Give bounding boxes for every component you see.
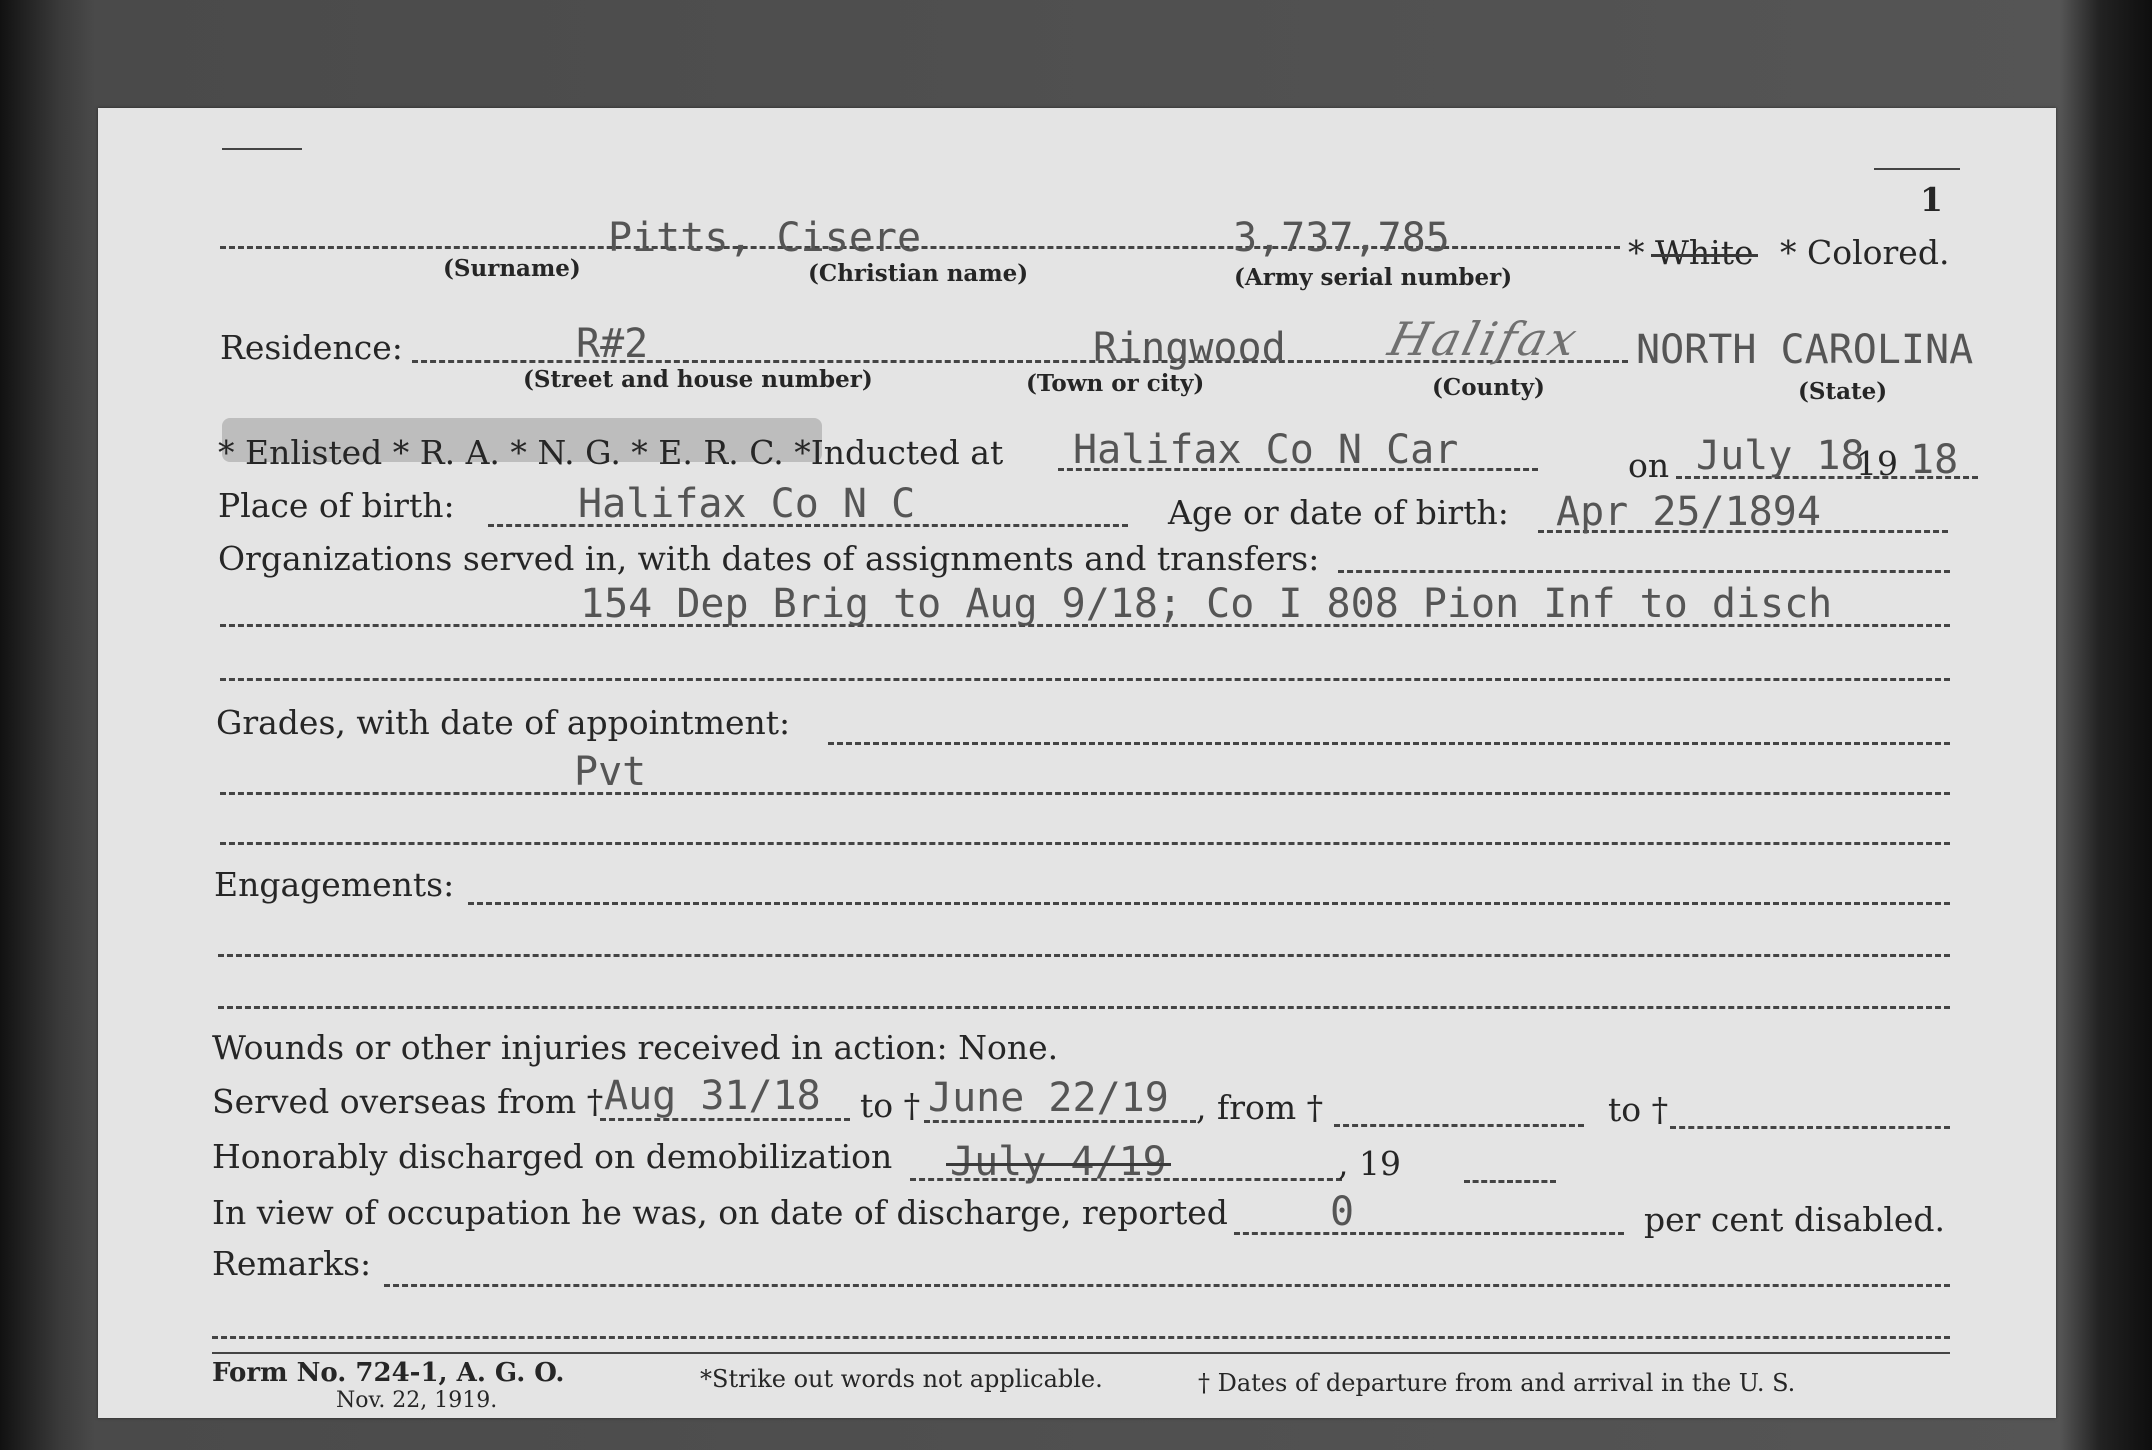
caption-county: (County) [1432, 374, 1545, 401]
engagements-line-1 [468, 902, 1950, 905]
grades-line-2 [220, 792, 1950, 795]
discharge-year-line [1464, 1180, 1556, 1183]
engagements-label: Engagements: [214, 865, 455, 904]
overseas-to-2-line [1670, 1126, 1950, 1129]
engagements-line-3 [218, 1006, 1950, 1009]
state-value: NORTH CAROLINA [1636, 327, 1974, 373]
overseas-label: Served overseas from † [212, 1082, 604, 1121]
caption-serial-number: (Army serial number) [1234, 264, 1513, 291]
disability-suffix: per cent disabled. [1644, 1200, 1946, 1239]
grades-line-3 [220, 842, 1950, 845]
caption-christian-name: (Christian name) [808, 260, 1029, 287]
remarks-label: Remarks: [212, 1244, 372, 1283]
grades-line-1 [828, 742, 1950, 745]
race-colored-option: * Colored. [1780, 233, 1950, 272]
caption-town: (Town or city) [1026, 370, 1205, 397]
form-number: Form No. 724-1, A. G. O. [212, 1358, 565, 1388]
disability-label: In view of occupation he was, on date of discharge, reported [212, 1193, 1228, 1232]
organizations-line-3 [220, 678, 1950, 681]
footnote-strike: *Strike out words not applicable. [700, 1365, 1103, 1393]
birth-place-label: Place of birth: [218, 486, 455, 525]
organizations-label: Organizations served in, with dates of assignments and transfers: [218, 539, 1320, 578]
discharge-year-prefix: , 19 [1338, 1144, 1401, 1183]
overseas-to-value: June 22/19 [928, 1075, 1169, 1121]
inducted-at-value: Halifax Co N Car [1073, 427, 1459, 473]
disability-line [1234, 1232, 1624, 1235]
overseas-from-value: Aug 31/18 [604, 1073, 821, 1119]
age-label: Age or date of birth: [1168, 493, 1509, 532]
overseas-to-2-label: to † [1608, 1090, 1669, 1129]
wounds-line: Wounds or other injuries received in action: None. [212, 1028, 1059, 1067]
grade-value: Pvt [574, 749, 647, 795]
service-record-card [98, 108, 2056, 1418]
remarks-line-2 [212, 1336, 1950, 1339]
surname-value: Pitts, Cisere [608, 215, 922, 261]
discharge-date-value [950, 1140, 1167, 1184]
remarks-line-1 [384, 1284, 1950, 1287]
town-value: Ringwood [1093, 325, 1286, 371]
corner-rule [222, 148, 302, 150]
residence-label: Residence: [220, 328, 403, 367]
form-date: Nov. 22, 1919. [336, 1388, 498, 1413]
disability-value: 0 [1330, 1189, 1355, 1235]
caption-surname: (Surname) [443, 255, 581, 282]
footer-rule [212, 1352, 1950, 1354]
corner-rule-right [1874, 168, 1960, 170]
serial-number-value: 3,737,785 [1233, 215, 1450, 261]
county-handwritten: Halifax [1383, 312, 1586, 366]
birth-place-value: Halifax Co N C [578, 481, 916, 527]
year-prefix: 19 [1856, 444, 1898, 483]
induction-date-value: July 18 [1696, 433, 1865, 479]
discharge-label: Honorably discharged on demobilization [212, 1137, 893, 1176]
overseas-from-2-line [1334, 1124, 1584, 1127]
on-label: on [1628, 446, 1670, 485]
enlisted-options: * Enlisted * R. A. * N. G. * E. R. C. *Inducted at [218, 433, 1004, 472]
race-white-option: * White [1628, 233, 1754, 272]
caption-state: (State) [1798, 378, 1888, 405]
discharge-date-struck: July 4/19 [950, 1139, 1167, 1185]
race-white-struck: White [1655, 233, 1754, 272]
engagements-line-2 [218, 954, 1950, 957]
overseas-to-label: to † [860, 1086, 921, 1125]
induction-year-value: 18 [1910, 437, 1959, 483]
street-value: R#2 [576, 321, 649, 367]
birth-date-value: Apr 25/1894 [1556, 489, 1821, 535]
organizations-value: 154 Dep Brig to Aug 9/18; Co I 808 Pion Inf to disch [580, 581, 1833, 627]
organizations-line-1 [1338, 570, 1950, 573]
page-number: 1 [1920, 180, 1943, 219]
grades-label: Grades, with date of appointment: [216, 703, 791, 742]
caption-street: (Street and house number) [523, 366, 873, 393]
footnote-dates: † Dates of departure from and arrival in the U. S. [1198, 1369, 1796, 1397]
overseas-from-2-label: , from † [1196, 1088, 1324, 1127]
